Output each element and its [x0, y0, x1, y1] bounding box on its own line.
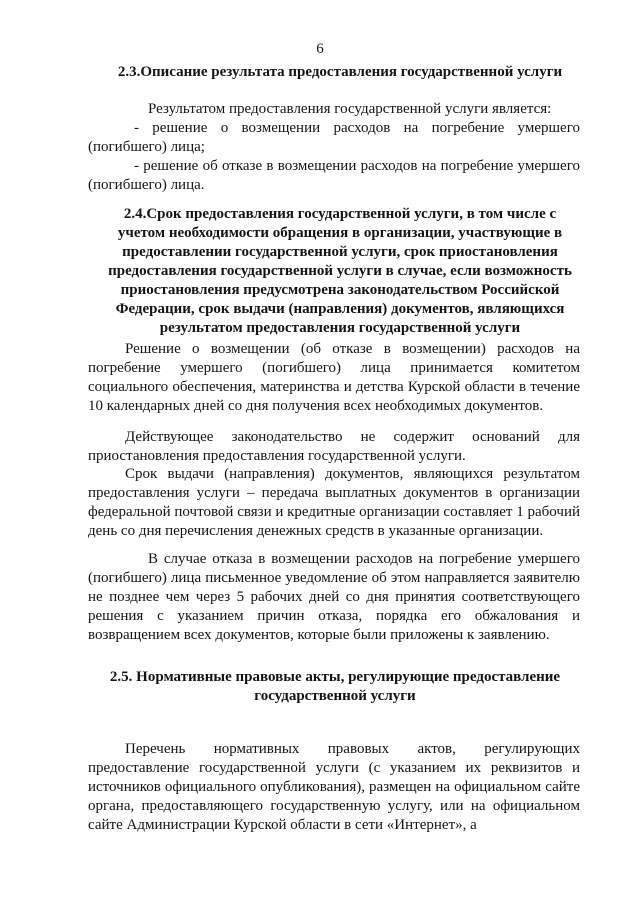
section-2-3-item-2: - решение об отказе в возмещении расходов на погребение умершего (погибшего) лица. [88, 158, 580, 193]
section-2-3-heading: 2.3.Описание результата предоставления государственной услуги [117, 64, 563, 80]
section-2-3-item-1: - решение о возмещении расходов на погребение умершего (погибшего) лица; [88, 120, 580, 155]
page-number: 6 [316, 41, 324, 57]
section-2-4-paragraph-2: Действующее законодательство не содержит оснований для приостановления предоставления государственной услуги. [88, 429, 580, 464]
section-2-5-heading: 2.5. Нормативные правовые акты, регулирующие предоставление государственной услуги [109, 669, 561, 704]
section-2-4-paragraph-1: Решение о возмещении (об отказе в возмещении) расходов на погребение умершего (погибшего) лица принимается комитетом социального обеспечения, материнства и детства Курской области в течение 10 календарных дней со дня получения всех необходимых документов. [88, 341, 580, 414]
section-2-4-heading: 2.4.Срок предоставления государственной услуги, в том числе с учетом необходимости обращения в организации, участвующие в предоставлении государственной услуги, срок приостановления предоставления государственной услуги в случае, если возможность приостановления предусмотрена законодательством Российской Федерации, срок выдачи (направления) документов, являющихся результатом предоставления государственной услуги [108, 206, 572, 336]
section-2-4-paragraph-4: В случае отказа в возмещении расходов на погребение умершего (погибшего) лица письменное уведомление об этом направляется заявителю не позднее чем через 5 рабочих дней со дня принятия соответствующего решения с указанием причин отказа, порядка его обжалования и возвращением всех документов, которые были приложены к заявлению. [88, 551, 580, 643]
section-2-3-intro: Результатом предоставления государственной услуги является: [148, 101, 552, 117]
section-2-4-paragraph-3: Срок выдачи (направления) документов, являющихся результатом предоставления услуги – передача выплатных документов в организации федеральной почтовой связи и кредитные организации составляет 1 рабочий день со дня перечисления денежных средств в указанные организации. [88, 466, 580, 539]
section-2-5-paragraph-1: Перечень нормативных правовых актов, регулирующих предоставление государственной услуги (с указанием их реквизитов и источников официального опубликования), размещен на официальном сайте органа, предоставляющего государственную услугу, или на официальном сайте Администрации Курской области в сети «Интернет», а [88, 741, 580, 833]
